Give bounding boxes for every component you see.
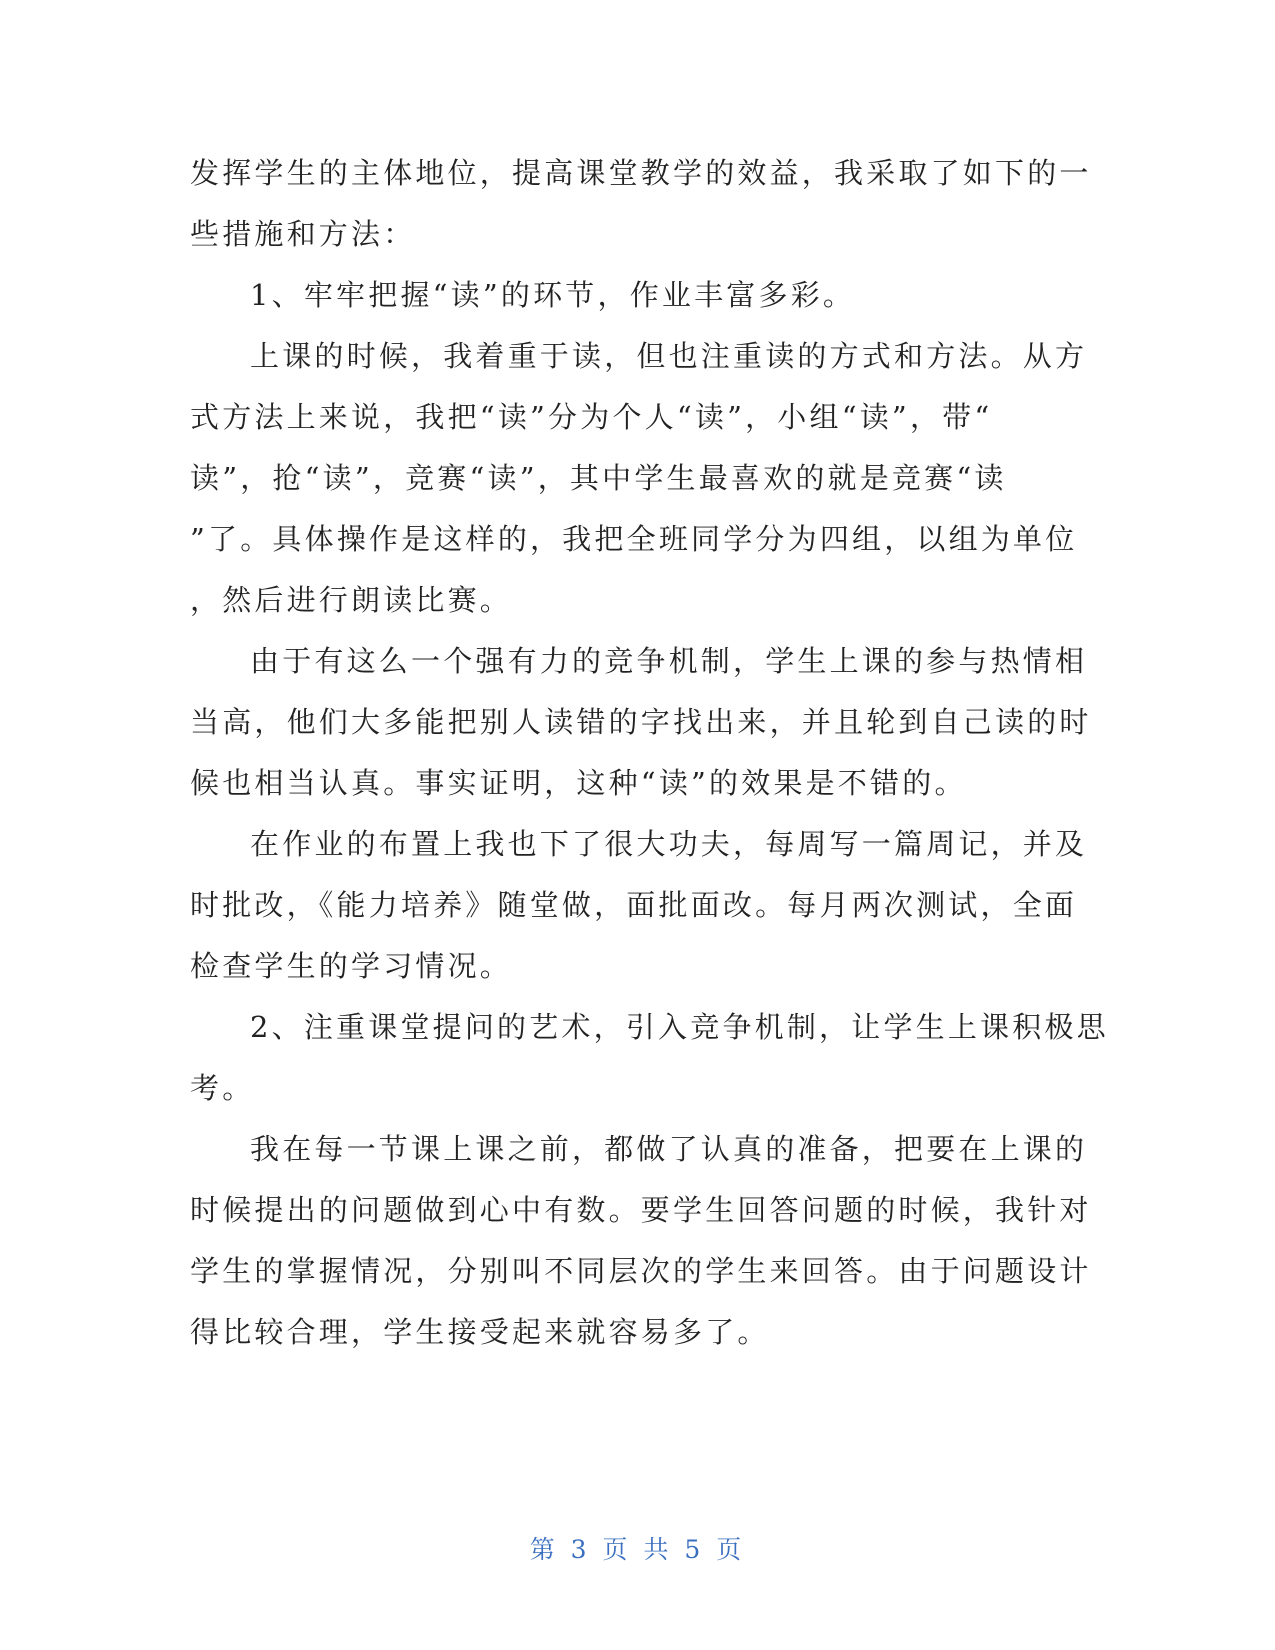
- paragraph-line: 检查学生的学习情况。: [190, 949, 513, 983]
- paragraph-line: 上课的时候，我着重于读，但也注重读的方式和方法。从方: [250, 339, 1088, 373]
- paragraph-line: ，然后进行朗读比赛。: [190, 583, 513, 617]
- paragraph-line: 在作业的布置上我也下了很大功夫，每周写一篇周记，并及: [250, 827, 1088, 861]
- paragraph-line: 发挥学生的主体地位，提高课堂教学的效益，我采取了如下的一: [190, 156, 1092, 190]
- section-heading-1: 1、牢牢把握“读”的环节，作业丰富多彩。: [250, 278, 856, 312]
- page-number-footer: 第 3 页 共 5 页: [529, 1535, 746, 1564]
- paragraph-line: 得比较合理，学生接受起来就容易多了。: [190, 1315, 770, 1349]
- section-heading-2: 2、注重课堂提问的艺术，引入竞争机制，让学生上课积极思: [250, 1010, 1109, 1044]
- paragraph-line: 时批改，《能力培养》随堂做，面批面改。每月两次测试，全面: [190, 888, 1078, 922]
- paragraph-line: 式方法上来说，我把“读”分为个人“读”，小组“读”，带“: [190, 400, 993, 434]
- paragraph-line: 考。: [190, 1071, 255, 1105]
- paragraph-line: 些措施和方法：: [190, 217, 416, 251]
- paragraph-line: 由于有这么一个强有力的竞争机制，学生上课的参与热情相: [250, 644, 1088, 678]
- paragraph-line: 学生的掌握情况，分别叫不同层次的学生来回答。由于问题设计: [190, 1254, 1092, 1288]
- document-body: [190, 143, 1109, 1363]
- paragraph-line: 读”，抢“读”，竞赛“读”，其中学生最喜欢的就是竞赛“读: [190, 461, 1007, 495]
- paragraph-line: ”了。具体操作是这样的，我把全班同学分为四组，以组为单位: [190, 522, 1078, 556]
- paragraph-line: 时候提出的问题做到心中有数。要学生回答问题的时候，我针对: [190, 1193, 1092, 1227]
- paragraph-line: 我在每一节课上课之前，都做了认真的准备，把要在上课的: [250, 1132, 1088, 1166]
- paragraph-line: 候也相当认真。事实证明，这种“读”的效果是不错的。: [190, 766, 967, 800]
- paragraph-line: 当高，他们大多能把别人读错的字找出来，并且轮到自己读的时: [190, 705, 1092, 739]
